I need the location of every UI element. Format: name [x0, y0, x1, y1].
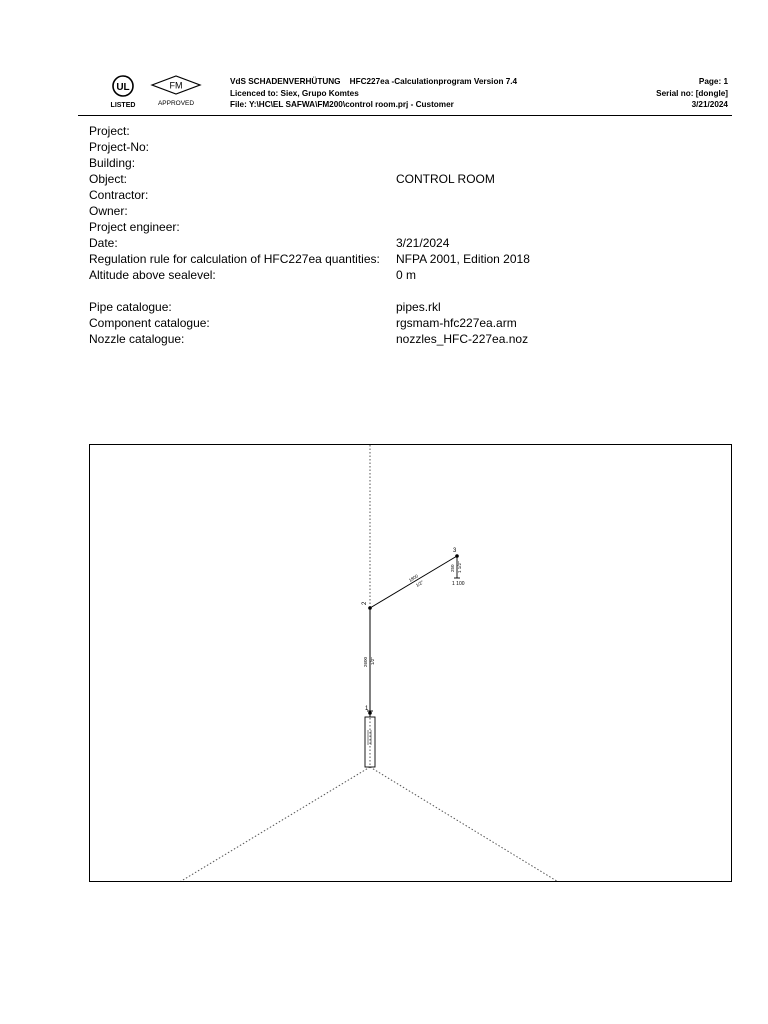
info-label: Contractor: — [89, 188, 149, 202]
ul-listed-logo — [111, 76, 136, 109]
info-label: Project: — [89, 124, 130, 138]
header-date: 3/21/2024 — [691, 100, 728, 109]
nozzle-reference: 1 100 — [452, 581, 465, 587]
info-label: Regulation rule for calculation of HFC227ea quantities: — [89, 252, 380, 266]
fm-approved-logo — [152, 76, 200, 107]
node-label-2: 2 — [362, 601, 368, 605]
nozzle-drop-length: 250 — [450, 564, 455, 572]
info-value: CONTROL ROOM — [396, 172, 495, 186]
vertical-pipe-diameter: 1/2" — [370, 657, 375, 665]
isometric-piping-drawing — [89, 444, 732, 882]
info-label: Date: — [89, 236, 118, 250]
ul-caption: LISTED — [110, 102, 136, 109]
nozzle-size-label: 1 1/2" — [457, 561, 462, 573]
ul-mark: UL — [116, 82, 130, 93]
info-value: 0 m — [396, 268, 417, 282]
info-label: Component catalogue: — [89, 316, 210, 330]
axis-right — [370, 767, 560, 882]
horizontal-pipe-diameter: 1/2" — [414, 579, 425, 588]
info-value: nozzles_HFC-227ea.noz — [396, 332, 529, 346]
node-label-1: 1 — [365, 706, 369, 712]
info-value: 3/21/2024 — [396, 236, 450, 250]
info-label: Nozzle catalogue: — [89, 332, 185, 346]
info-label: Pipe catalogue: — [89, 300, 172, 314]
serial-number: Serial no: [dongle] — [656, 88, 728, 98]
info-value: rgsmam-hfc227ea.arm — [396, 316, 517, 330]
vertical-pipe-length: 2600 — [363, 656, 368, 667]
header-program-info — [230, 76, 517, 111]
info-label: Building: — [89, 156, 136, 170]
fm-mark: FM — [169, 80, 183, 91]
header-program: HFC227ea -Calculationprogram Version 7.4 — [349, 77, 518, 86]
fm-caption: APPROVED — [157, 100, 195, 107]
info-value: pipes.rkl — [396, 300, 441, 314]
header-licence: Licenced to: Siex, Grupo Komtes — [230, 88, 359, 98]
pipe-segment-2-3 — [370, 556, 457, 608]
info-label: Project engineer: — [89, 220, 180, 234]
axis-left — [178, 767, 370, 882]
certification-logos — [110, 72, 205, 110]
header-divider — [78, 115, 732, 116]
node-label-3: 3 — [453, 548, 457, 554]
info-label: Owner: — [89, 204, 128, 218]
info-value: NFPA 2001, Edition 2018 — [396, 252, 530, 266]
info-label: Object: — [89, 172, 128, 186]
header-line-1 — [230, 76, 517, 88]
info-label: Project-No: — [89, 140, 150, 154]
header-file-path: File: Y:\HC\EL SAFWA\FM200\control room.prj - Customer — [230, 100, 454, 109]
horizontal-pipe-length: 1800 — [407, 573, 420, 583]
header-organization: VdS SCHADENVERHÜTUNG — [230, 77, 341, 86]
header-page-info — [656, 76, 728, 111]
info-label: Altitude above sealevel: — [89, 268, 216, 282]
page-number: Page: 1 — [698, 77, 728, 86]
node-1-marker — [368, 711, 372, 715]
